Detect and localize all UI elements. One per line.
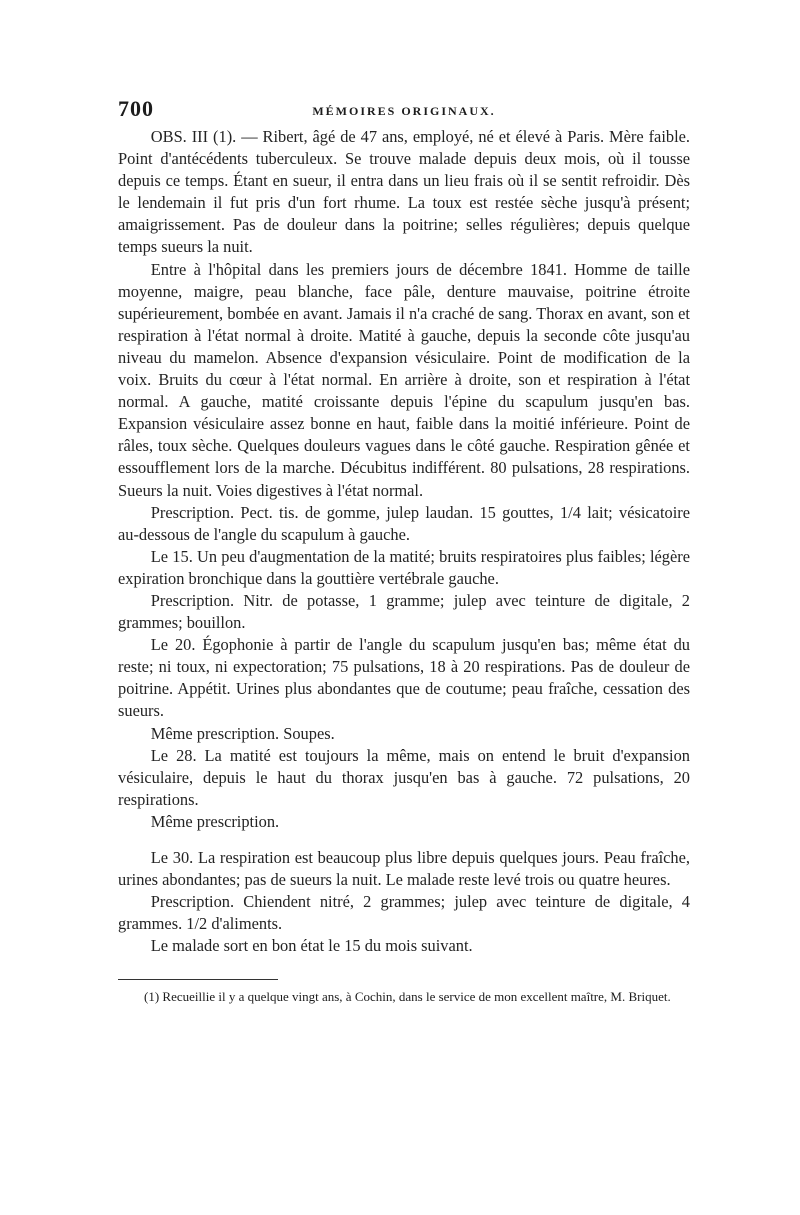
paragraph-prescription-3: Prescription. Chiendent nitré, 2 grammes; julep avec teinture de digitale, 4 grammes. 1/2 d'aliments. xyxy=(118,892,690,934)
page-header xyxy=(118,96,690,126)
paragraph-day-20: Le 20. Égophonie à partir de l'angle du scapulum jusqu'en bas; même état du reste; ni toux, ni expectoration; 75 pulsations, 18 à 20 respirations. Pas de douleur de poitrine. Appétit. Urines plus abondantes que de coutume; peau fraîche, cessation des sueurs. xyxy=(118,635,690,721)
page-number: 700 xyxy=(118,96,154,121)
paragraph-day-28: Le 28. La matité est toujours la même, mais on entend le bruit d'expansion vésiculaire, depuis le haut du thorax jusqu'en bas à gauche. 72 pulsations, 20 respirations. xyxy=(118,745,690,809)
paragraph-same-prescription-soups: Même prescription. Soupes. xyxy=(150,723,335,743)
running-head: MÉMOIRES ORIGINAUX. xyxy=(312,104,496,118)
paragraph-gap xyxy=(118,833,690,847)
paragraph-prescription-1: Prescription. Pect. tis. de gomme, julep laudan. 15 gouttes, 1/4 lait; vésicatoire au-dessous de l'angle du scapulum à gauche. xyxy=(118,502,690,544)
footnote xyxy=(118,988,690,1005)
paragraph-admission-exam: Entre à l'hôpital dans les premiers jours de décembre 1841. Homme de taille moyenne, maigre, peau blanche, face pâle, denture mauvaise, poitrine étroite supérieurement, bombée en avant. Jamais il n'a craché de sang. Thorax en avant, son et respiration à l'état normal à droite. Matité à gauche, depuis la seconde côte jusqu'au niveau du mamelon. Absence d'expansion vésiculaire. Point de modification de la voix. Bruits du cœur à l'état normal. En arrière à droite, son et respiration à l'état normal. A gauche, matité croissante depuis l'épine du scapulum jusqu'en bas. Expansion vésiculaire assez bonne en haut, faible dans la moitié inférieure. Point de râles, toux sèche. Quelques douleurs vagues dans le côté gauche. Respiration gênée et essoufflement lors de la marche. Décubitus indifférent. 80 pulsations, 28 respirations. Sueurs la nuit. Voies digestives à l'état normal. xyxy=(118,259,690,500)
paragraph-case-intro: OBS. III (1). — Ribert, âgé de 47 ans, employé, né et élevé à Paris. Mère faible. Point d'antécédents tuberculeux. Se trouve malade depuis deux mois, où il tousse depuis ce temps. Étant en sueur, il entra dans un lieu frais où il se sentit refroidir. Dès le lendemain il fut pris d'un fort rhume. La toux est restée sèche jusqu'à présent; amaigrissement. Pas de douleur dans la poitrine; selles régulières; depuis quelque temps sueurs la nuit. xyxy=(118,127,690,257)
paragraph-day-15: Le 15. Un peu d'augmentation de la matité; bruits respiratoires plus faibles; légère expiration bronchique dans la gouttière vertébrale gauche. xyxy=(118,546,690,588)
paragraph-prescription-2: Prescription. Nitr. de potasse, 1 gramme; julep avec teinture de digitale, 2 grammes; bouillon. xyxy=(118,590,690,633)
footnote-divider xyxy=(118,979,278,980)
paragraph-discharge: Le malade sort en bon état le 15 du mois suivant. xyxy=(150,936,473,956)
footnote-text: (1) Recueillie il y a quelque vingt ans, à Cochin, dans le service de mon excellent maître, M. Briquet. xyxy=(144,989,671,1005)
document-page xyxy=(118,96,690,1005)
paragraph-same-prescription: Même prescription. xyxy=(150,811,280,831)
paragraph-day-30: Le 30. La respiration est beaucoup plus libre depuis quelques jours. Peau fraîche, urines abondantes; pas de sueurs la nuit. Le malade reste levé trois ou quatre heures. xyxy=(118,848,690,890)
observation-text xyxy=(118,126,690,957)
